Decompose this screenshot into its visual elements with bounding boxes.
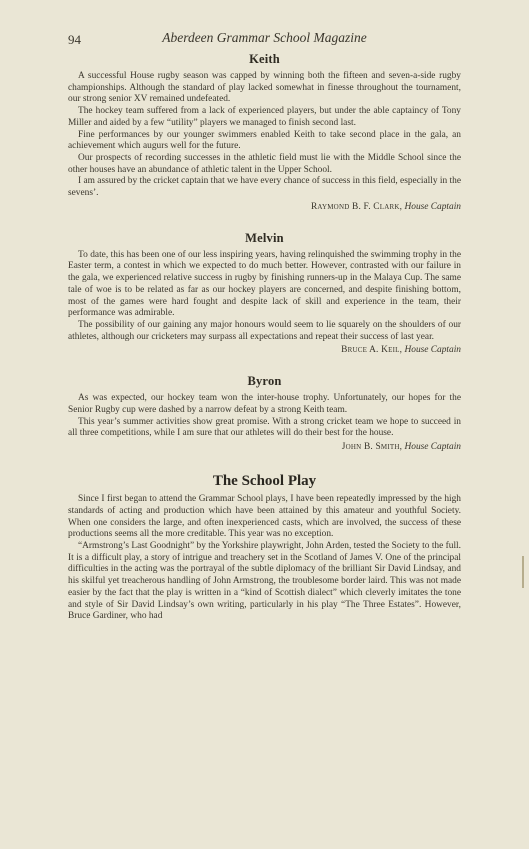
signature-role: House Captain (404, 201, 461, 212)
paragraph: Fine performances by our younger swimmers enabled Keith to take second place in the gala, an achievement which augurs well for the future. (68, 129, 461, 152)
paragraph: The hockey team suffered from a lack of experienced players, but under the able captaincy of Tony Miller and aided by a few “utility” players we managed to finish second last. (68, 106, 461, 128)
section-melvin (68, 231, 461, 357)
paragraph: Our prospects of recording successes in the athletic field must lie with the Middle School since the other houses have an abundance of athletic talent in the Upper School. (68, 152, 461, 175)
paragraph: As was expected, our hockey team won the inter-house trophy. Unfortunately, our hopes for the Senior Rugby cup were dashed by a narrow defeat by a strong Keith team. (68, 393, 461, 416)
signature-role: House Captain (404, 442, 461, 453)
signature (68, 201, 461, 213)
paragraph: I am assured by the cricket captain that we have every chance of success in this field, especially in the sevens’. (68, 176, 461, 199)
signature-name: John B. Smith, (341, 442, 403, 453)
paragraph: Since I first began to attend the Grammar School plays, I have been repeatedly impressed by the high standards of acting and production which have been attained by this amateur and youthful Society. When one considers the large, and often inexperienced casts, which are involved, the success of these productions seems all the more creditable. This year was no exception. (68, 494, 461, 540)
section-byron (68, 374, 461, 453)
section-school-play (68, 473, 461, 623)
journal-title: Aberdeen Grammar School Magazine (162, 30, 367, 45)
signature (68, 441, 461, 453)
section-heading: The School Play (212, 473, 317, 490)
running-head (68, 30, 461, 52)
signature-name: Raymond B. F. Clark, (310, 201, 403, 212)
section-title: Byron (247, 374, 282, 389)
paragraph: “Armstrong’s Last Goodnight” by the Yorkshire playwright, John Arden, tested the Society to the full. It is a difficult play, a story of intrigue and treachery set in the Scotland of James V. One of the principal difficulties in the acting was the portrayal of the subtle diplomacy of the brilliant Sir David Lindsay, and his skilful yet treacherous handling of John Armstrong, the troublesome border laird. This was not made easier by the fact that the play is written in a “kind of Scottish dialect” which cleverly imitates the tone and style of Sir David Lindsay’s own writing, particularly in his play “The Three Estates”. However, Bruce Gardiner, who had (68, 540, 461, 622)
magazine-page (68, 30, 461, 623)
signature-role: House Captain (404, 345, 461, 356)
section-title: Keith (249, 52, 280, 66)
signature-name: Bruce A. Keil, (341, 345, 403, 356)
paragraph: The possibility of our gaining any major honours would seem to lie squarely on the shoulders of our athletes, although our cricketers may surpass all expectations and repeat their success of last year. (68, 319, 461, 342)
paragraph: A successful House rugby season was capped by winning both the fifteen and seven-a-side rugby championships. Although the standard of play lacked somewhat in finesse throughout the tournament, our strong senior XV remained undefeated. (68, 71, 461, 105)
page-number: 94 (68, 32, 81, 47)
section-title: Melvin (245, 230, 284, 245)
paragraph: This year’s summer activities show great promise. With a strong cricket team we hope to succeed in all three competitions, while I am sure that our athletes will do their best for the house. (68, 416, 461, 439)
page-edge-mark (522, 556, 524, 588)
paragraph: To date, this has been one of our less inspiring years, having relinquished the swimming trophy in the Easter term, a contest in which we expected to do much better. However, contrasted with our failure in the gala, we experienced relative success in rugby by finishing runners-up in the Malaya Cup. The same tale of woe is to be related as far as our hockey players are concerned, and despite finishing bottom, most of the games were hard fought and despite lack of skill and experience in the team, their performance was admirable. (68, 249, 461, 319)
signature (68, 344, 461, 356)
section-keith (68, 52, 461, 213)
